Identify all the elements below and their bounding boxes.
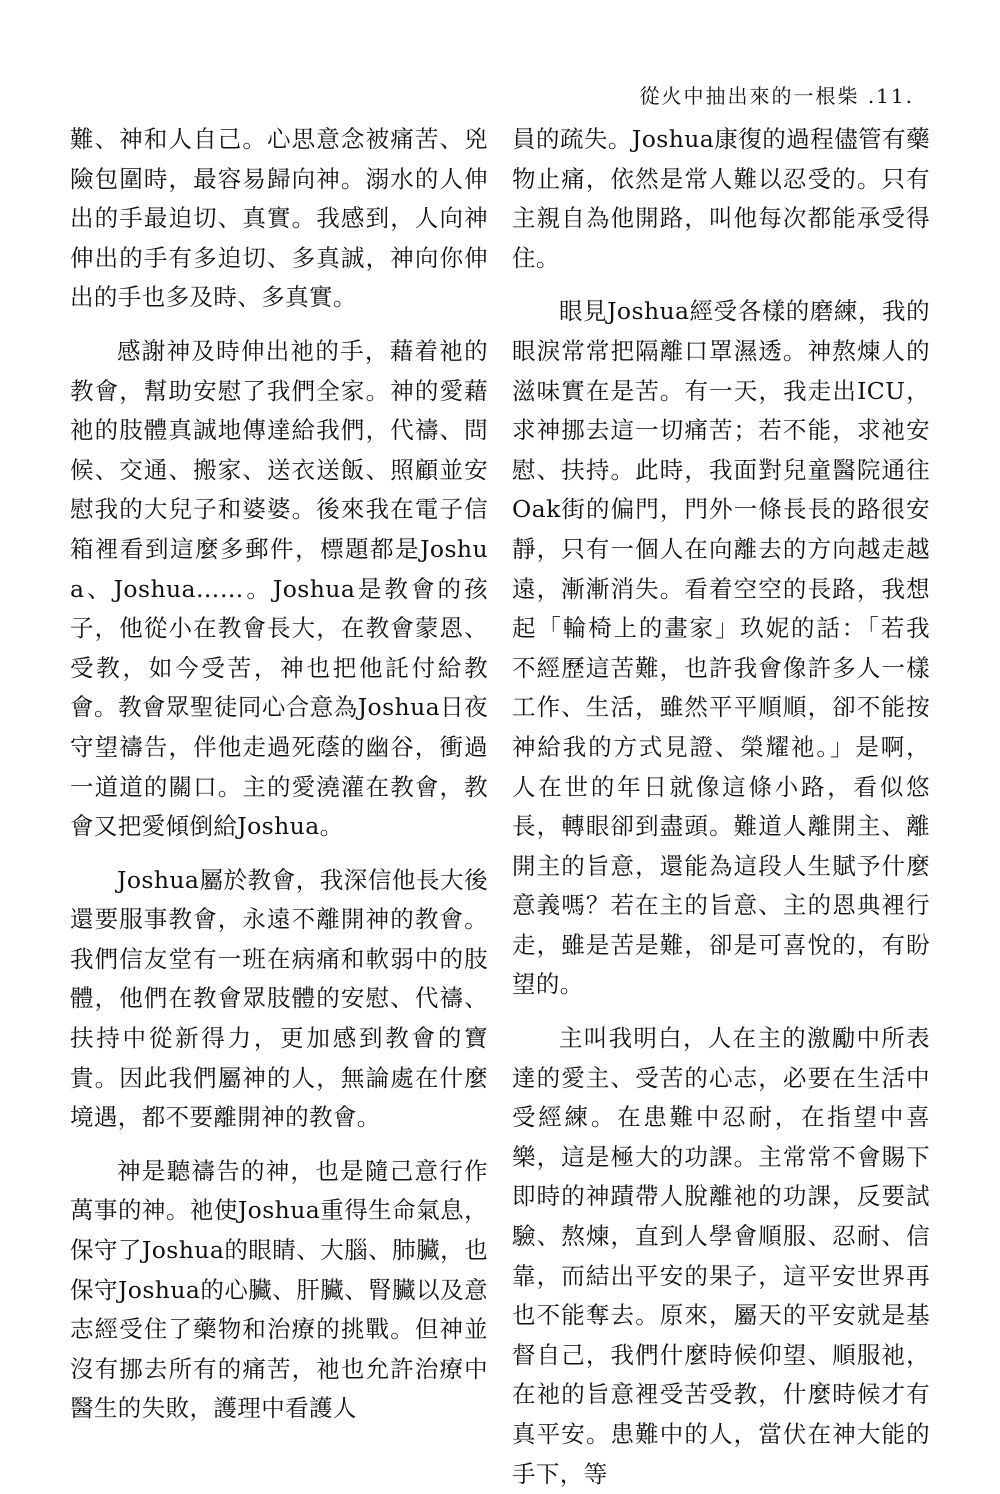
paragraph: 神是聽禱告的神，也是隨己意行作萬事的神。祂使Joshua重得生命氣息，保守了Joshua的眼睛、大腦、肺臟，也保守Joshua的心臟、肝臟、腎臟以及意志經受住了藥物和治療的挑戰。但神並沒有挪去所有的痛苦，祂也允許治療中醫生的失敗，護理中看護人 (70, 1156, 488, 1423)
right-column (512, 120, 930, 1494)
paragraph: 難、神和人自己。心思意念被痛苦、兇險包圍時，最容易歸向神。溺水的人伸出的手最迫切、真實。我感到，人向神伸出的手有多迫切、多真誠，神向你伸出的手也多及時、多真實。 (70, 125, 488, 312)
paragraph: 主叫我明白，人在主的激勵中所表達的愛主、受苦的心志，必要在生活中受經練。在患難中忍耐，在指望中喜樂，這是極大的功課。主常常不會賜下即時的神蹟帶人脫離祂的功課，反要試驗、熬煉，直到人學會順服、忍耐、信靠，而結出平安的果子，這平安世界再也不能奪去。原來，屬天的平安就是基督自己，我們什麼時候仰望、順服祂，在祂的旨意裡受苦受教，什麼時候才有真平安。患難中的人，當伏在神大能的手下，等 (512, 1024, 930, 1488)
paragraph: 員的疏失。Joshua康復的過程儘管有藥物止痛，依然是常人難以忍受的。只有主親自為他開路，叫他每次都能承受得住。 (512, 125, 930, 272)
paragraph: 眼見Joshua經受各樣的磨練，我的眼淚常常把隔離口罩濕透。神熬煉人的滋味實在是苦。有一天，我走出ICU，求神挪去這一切痛苦；若不能，求祂安慰、扶持。此時，我面對兒童醫院通往Oak街的偏門，門外一條長長的路很安靜，只有一個人在向離去的方向越走越遠，漸漸消失。看着空空的長路，我想起「輪椅上的畫家」玖妮的話：「若我不經歷這苦難，也許我會像許多人一樣工作、生活，雖然平平順順，卻不能按神給我的方式見證、榮耀祂。」是啊，人在世的年日就像這條小路，看似悠長，轉眼卻到盡頭。難道人離開主、離開主的旨意，還能為這段人生賦予什麼意義嗎？若在主的旨意、主的恩典裡行走，雖是苦是難，卻是可喜悅的，有盼望的。 (512, 297, 930, 999)
paragraph: 感謝神及時伸出祂的手，藉着祂的教會，幫助安慰了我們全家。神的愛藉祂的肢體真誠地傳達給我們，代禱、問候、交通、搬家、送衣送飯、照顧並安慰我的大兒子和婆婆。後來我在電子信箱裡看到這麼多郵件，標題都是Joshua、Joshua……。Joshua是教會的孩子，他從小在教會長大，在教會蒙恩、受教，如今受苦，神也把他託付給教會。教會眾聖徒同心合意為Joshua日夜守望禱告，伴他走過死蔭的幽谷，衝過一道道的關口。主的愛澆灌在教會，教會又把愛傾倒給Joshua。 (70, 336, 488, 841)
running-header: 從火中抽出來的一根柴 .11. (639, 84, 914, 108)
left-column (70, 120, 488, 1429)
paragraph: Joshua屬於教會，我深信他長大後還要服事教會，永遠不離開神的教會。我們信友堂有一班在病痛和軟弱中的肢體，他們在教會眾肢體的安慰、代禱、扶持中從新得力，更加感到教會的寶貴。因此我們屬神的人，無論處在什麼境遇，都不要離開神的教會。 (70, 865, 488, 1132)
